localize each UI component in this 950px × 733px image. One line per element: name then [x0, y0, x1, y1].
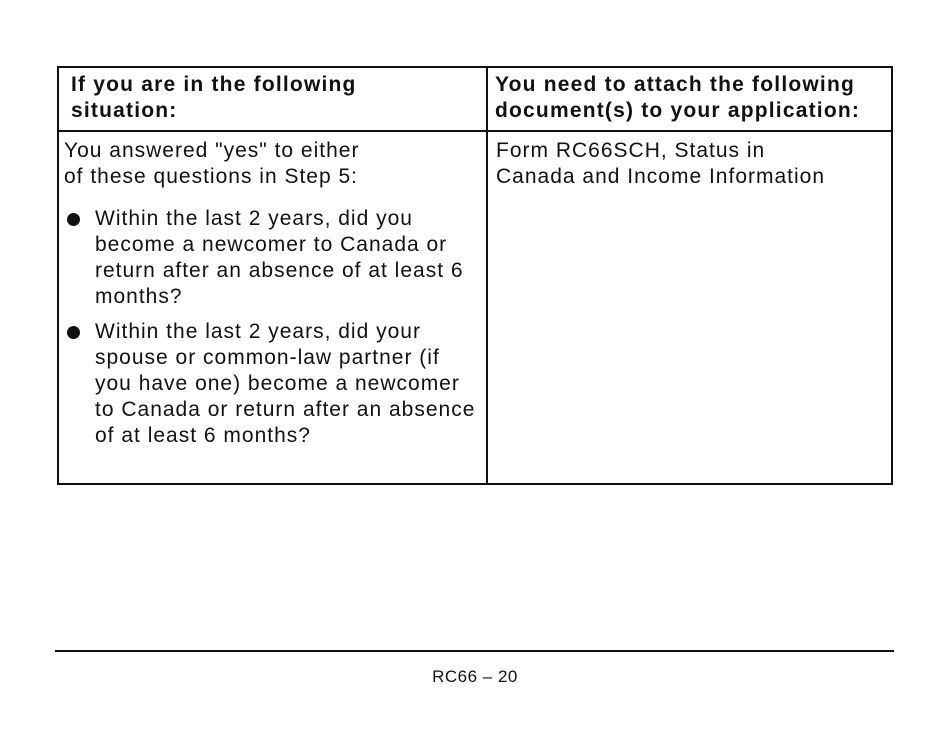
- required-document: [496, 138, 886, 190]
- situation-intro: [64, 138, 479, 190]
- header-documents-line1: You need to attach the following: [495, 73, 856, 96]
- header-situation-line1: If you are in the following: [71, 73, 357, 96]
- header-documents: [495, 72, 890, 124]
- situation-intro-line1: You answered "yes" to either: [64, 139, 360, 162]
- footer-rule: [55, 650, 894, 652]
- bullet-icon: [67, 213, 80, 226]
- bullet-text: Within the last 2 years, did you become a newcomer to Canada or return after an absence of at least 6 months?: [95, 207, 464, 308]
- header-divider: [59, 130, 891, 132]
- required-document-line1: Form RC66SCH, Status in: [496, 139, 766, 162]
- header-situation: [71, 72, 476, 124]
- list-item: [64, 319, 479, 449]
- bullet-icon: [67, 326, 80, 339]
- situation-intro-line2: of these questions in Step 5:: [64, 165, 359, 188]
- header-situation-line2: situation:: [71, 99, 178, 122]
- situation-bullet-list: [64, 206, 479, 458]
- header-documents-line2: document(s) to your application:: [495, 99, 861, 122]
- bullet-text: Within the last 2 years, did your spouse or common-law partner (if you have one) become a newcomer to Canada or return after an absence of at least 6 months?: [95, 320, 476, 447]
- required-document-line2: Canada and Income Information: [496, 165, 826, 188]
- page-number: RC66 – 20: [432, 667, 518, 686]
- requirements-table: [57, 66, 893, 485]
- list-item: [64, 206, 479, 310]
